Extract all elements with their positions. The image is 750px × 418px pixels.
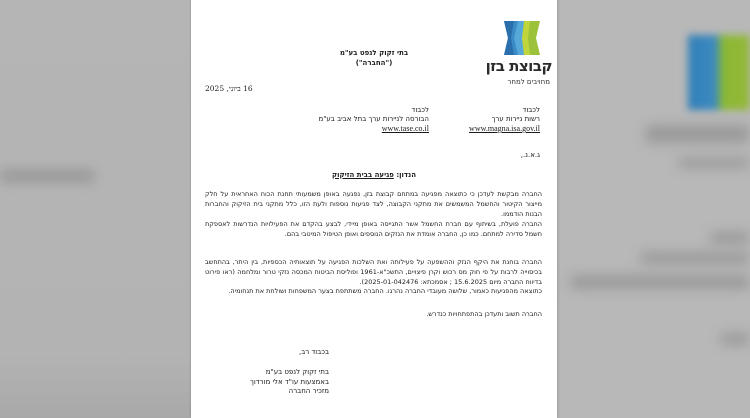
recipient-salutation: לכבוד — [522, 106, 540, 114]
blurred-text — [720, 333, 750, 345]
blurred-text — [678, 158, 750, 168]
signature-company: בתי זקוק לנפט בע"מ — [265, 368, 329, 376]
signature-signer: באמצעות עו"ד אלי מורדוך — [250, 377, 329, 386]
greeting: ג.א.נ., — [520, 151, 540, 159]
blurred-logo — [688, 35, 750, 110]
logo-tagline: מחויבים למחר — [507, 78, 550, 86]
background-left-blur — [0, 0, 191, 418]
blurred-text — [645, 125, 750, 143]
subject-line — [191, 171, 557, 179]
recipient-name: רשות ניירות ערך — [491, 115, 540, 123]
signature-block — [231, 368, 329, 397]
logo-name: קבוצת בזן — [485, 57, 552, 75]
blurred-text — [710, 232, 750, 244]
recipient-tase — [289, 106, 429, 134]
blurred-text — [570, 275, 750, 289]
body-paragraph: החברה פועלת, בשיתוף עם חברת החשמל אשר התגייסה באופן מיידי, לבצע בהקדם את הפעילויות הנדרשות לאספקת חשמל סדירה למתחם. כמו כן, החברה אומדת את הנזקים הנוספים ואופן הטיפול המיטבי בהם. — [205, 220, 542, 238]
closing: בכבוד רב, — [299, 348, 329, 356]
recipient-link-tase[interactable]: www.tase.co.il — [381, 124, 429, 133]
recipient-isa — [430, 106, 540, 134]
letter-page — [191, 0, 557, 418]
letter-date: 16 ביוני, 2025 — [205, 84, 253, 93]
body-paragraph: כתוצאה מהפגיעות כאמור, שלושה מעובדי החברה נהרגו. החברה משתתפת בצער המשפחות ושולחת את תנחומיה. — [228, 287, 542, 295]
background-right-blur — [560, 0, 750, 418]
company-name: בתי זקוק לנפט בע"מ — [339, 49, 409, 57]
company-header — [191, 48, 557, 68]
blurred-text — [640, 252, 750, 264]
company-alias: ("החברה") — [355, 59, 393, 67]
blurred-text — [0, 168, 95, 184]
recipient-link-isa[interactable]: www.magna.isa.gov.il — [469, 124, 540, 133]
signature-title: מזכיר החברה — [288, 387, 329, 395]
recipient-name: הבורסה לניירות ערך בתל אביב בע"מ — [318, 115, 429, 123]
subject-label: הנדון: — [396, 171, 417, 179]
body-paragraph: החברה בוחנת את היקף הנזק וההשפעה על פעילותה ואת השלכות הפגיעה על תוצאותיה הכספיות, בין היתר, בהתחשב בכיסוייה לרבות על פי חוק מס רכוש וקרן פיצויים, התשכ"א-1961 ופוליסת הביטוח המכסה נזקי טרור ומלחמה (ראו פירוט בדיווח החברה מיום 15.6.2025 ; אסמכתא: 2025-01-042476). — [205, 258, 542, 286]
body-paragraph: החברה מבקשת לעדכן כי כתוצאה מפגיעה במתחם קבוצת בזן, נפגעה באופן משמעותי תחנת הכוח האחראית על חלק מייצור הקיטור והחשמל המשמשים את מתקני הקבוצה, לצד פגיעות נוספות ולעת הזו, כלל מתקני בית הזיקוק והחברות הבנות הודממו. — [205, 190, 542, 218]
subject-text: פגיעה בבית הזיקוק — [331, 171, 394, 179]
body-paragraph: החברה תשוב ותעדכן בהתפתחויות כנדרש. — [426, 310, 542, 318]
recipient-salutation: לכבוד — [411, 106, 429, 114]
